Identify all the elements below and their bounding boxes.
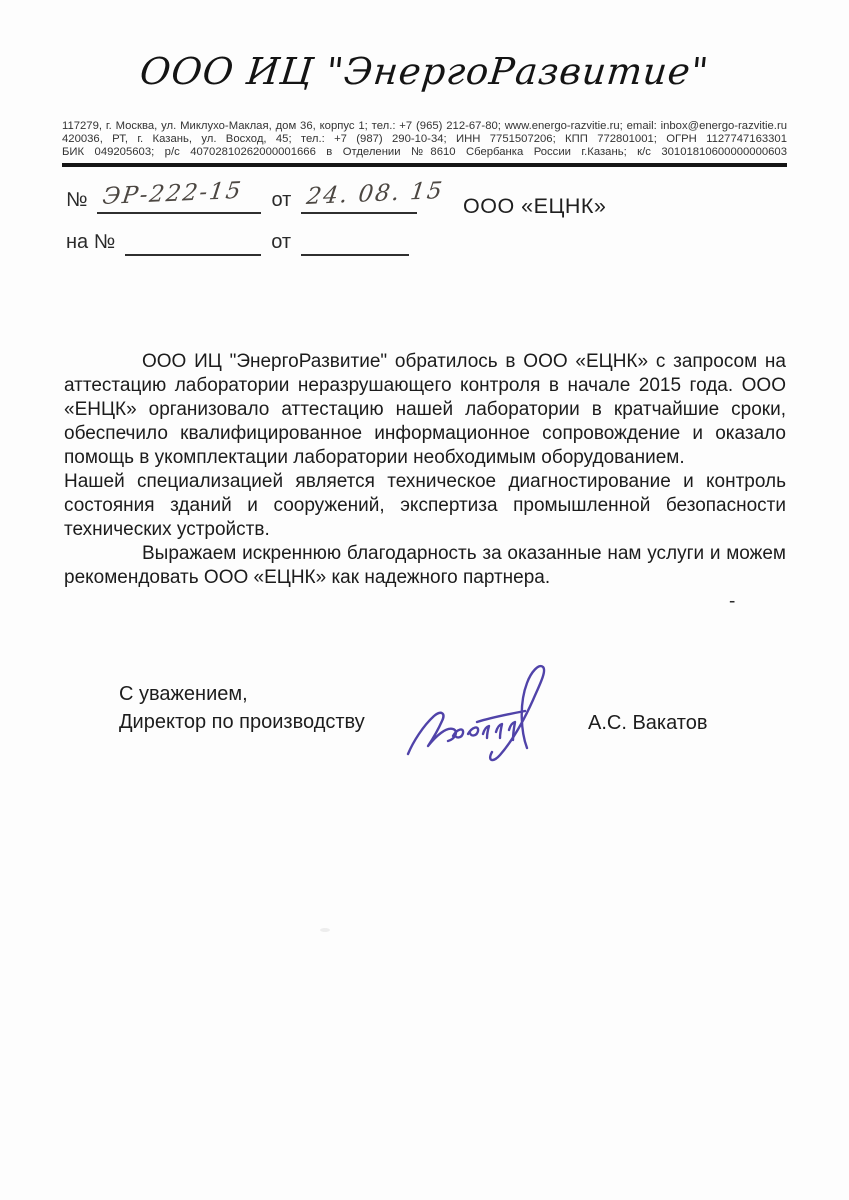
signer-name: А.С. Вакатов xyxy=(588,712,708,734)
from-label: от xyxy=(271,189,292,211)
handwritten-date: 24. 08. 15 xyxy=(305,177,446,210)
address-line-kazan: 420036, РТ, г. Казань, ул. Восход, 45; тел.: +7 (987) 290-10-34; ИНН 7751507206; КПП 772801001; ОГРН 1127747163301 xyxy=(62,132,787,145)
handwritten-number: ЭР-222-15 xyxy=(101,177,245,210)
address-line-moscow: 117279, г. Москва, ул. Миклухо-Маклая, дом 36, корпус 1; тел.: +7 (965) 212-67-80; www.energo-razvitie.ru; email: inbox@energo-razvitie.ru xyxy=(62,120,787,132)
reply-reference-row xyxy=(66,228,419,256)
letterhead-address-block xyxy=(62,120,787,159)
reply-number-label: на № xyxy=(66,231,116,253)
company-logo-script: ООО ИЦ "ЭнергоРазвитие" xyxy=(137,50,712,93)
number-blank xyxy=(97,177,261,214)
closing-line: С уважением, xyxy=(119,683,248,705)
reply-date-blank xyxy=(301,228,409,256)
reply-from-label: от xyxy=(271,231,292,253)
recipient-name: ООО «ЕЦНК» xyxy=(463,194,607,218)
stray-dash-mark: - xyxy=(729,591,736,612)
handwritten-signature-ink xyxy=(403,656,571,768)
body-paragraph-2: Нашей специализацией является техническое диагностирование и контроль состояния зданий и сооружений, экспертиза промышленной безопасности технических устройств. xyxy=(64,471,786,540)
letterhead-divider-rule xyxy=(62,163,787,167)
letter-body xyxy=(64,350,786,590)
reference-number-row xyxy=(66,177,446,214)
scan-artifact xyxy=(320,928,330,932)
body-paragraph-1: ООО ИЦ "ЭнергоРазвитие" обратилось в ООО «ЕЦНК» с запросом на аттестацию лаборатории неразрушающего контроля в начале 2015 года. ООО «ЕНЦК» организовало аттестацию нашей лаборатории в кратчайшие сроки, обеспечило квалифицированное информационное сопровождение и оказало помощь в укомплектации лаборатории необходимым оборудованием. xyxy=(64,351,786,468)
body-paragraph-3: Выражаем искреннюю благодарность за оказанные нам услуги и можем рекомендовать ООО «ЕЦНК» как надежного партнера. xyxy=(64,543,786,588)
date-blank xyxy=(301,177,446,214)
signer-title: Директор по производству xyxy=(119,711,365,733)
reply-number-blank xyxy=(125,228,261,256)
number-label: № xyxy=(66,189,88,211)
address-line-bank: БИК 049205603; р/с 40702810262000001666 в Отделении №8610 Сбербанка России г.Казань; к/с 30101810600000000603 xyxy=(62,145,787,158)
